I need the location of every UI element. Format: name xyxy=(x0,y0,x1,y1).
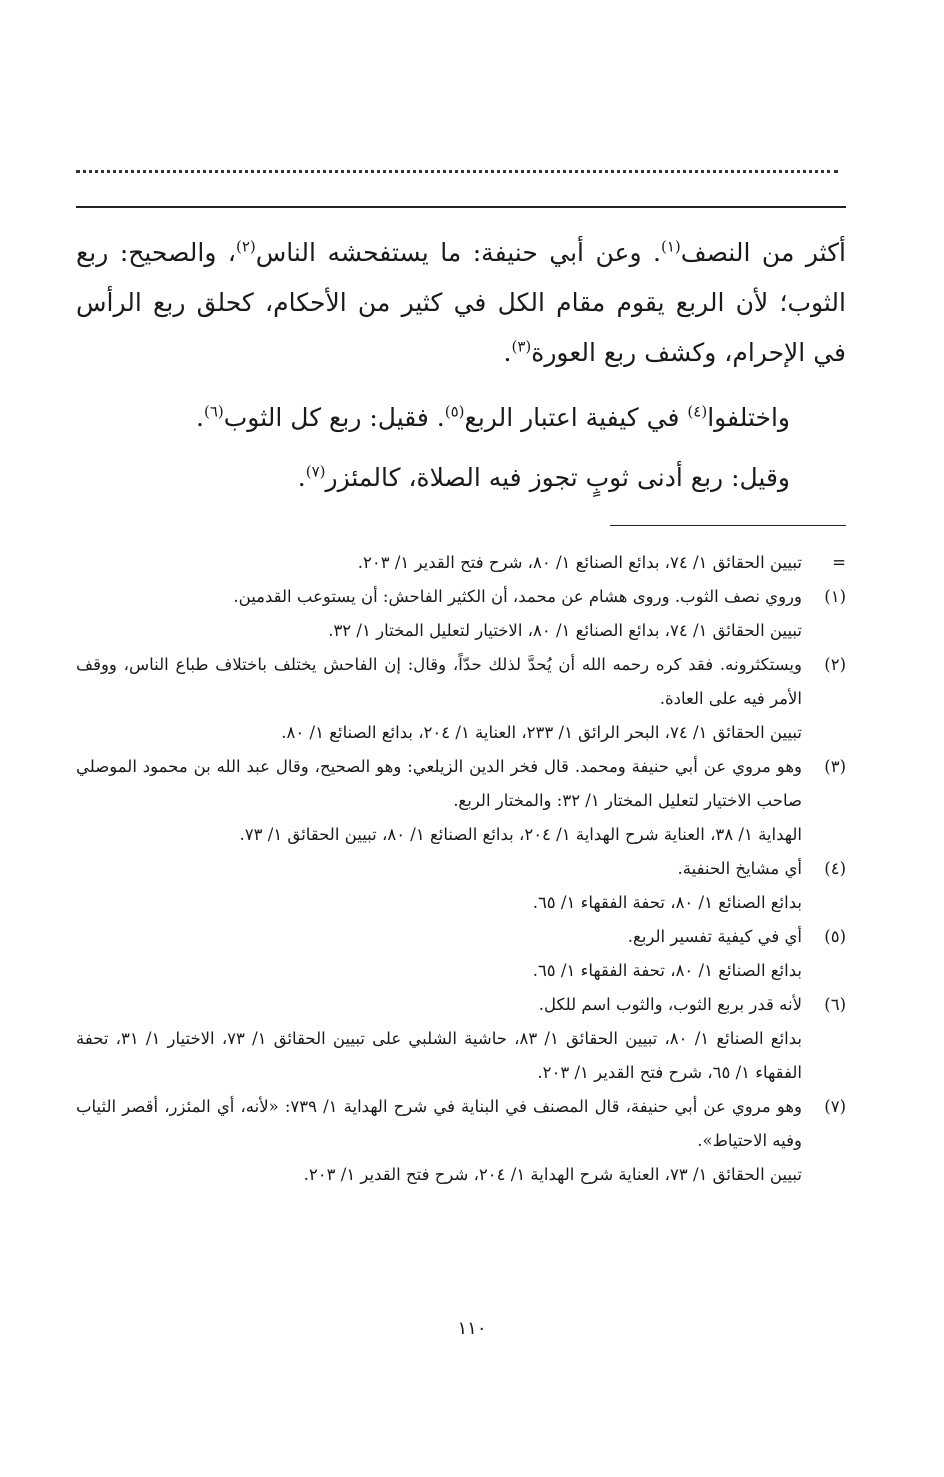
footnote-ref[interactable]: (٧) xyxy=(305,462,326,481)
text-run: . فقيل: ربع كل الثوب xyxy=(223,403,445,432)
footnote-number: (٣) xyxy=(824,757,846,776)
paragraph-2 xyxy=(76,390,846,446)
footnote-source: تبيين الحقائق ١/ ٧٤، البحر الرائق ١/ ٢٣٣، العناية ١/ ٢٠٤، بدائع الصنائع ١/ ٨٠. xyxy=(281,723,802,742)
header-dotted-line xyxy=(76,170,838,173)
footnote-number: (١) xyxy=(824,587,846,606)
text-run: . وعن أبي حنيفة: ما يستفحشه الناس xyxy=(255,238,661,267)
paragraph-1 xyxy=(76,228,846,378)
footnote-number: (٢) xyxy=(824,655,846,674)
footnote-text: أي مشايخ الحنفية. xyxy=(677,859,802,878)
main-text xyxy=(76,228,846,506)
footnote-2 xyxy=(76,648,846,750)
footnotes xyxy=(76,546,846,1192)
footnote-number: (٥) xyxy=(824,927,846,946)
text-run: أكثر من النصف xyxy=(680,238,847,267)
footnote-source: بدائع الصنائع ١/ ٨٠، تحفة الفقهاء ١/ ٦٥. xyxy=(532,893,802,912)
footnote-source: تبيين الحقائق ١/ ٧٣، العناية شرح الهداية ١/ ٢٠٤، شرح فتح القدير ١/ ٢٠٣. xyxy=(303,1165,802,1184)
footnote-text: وروي نصف الثوب. وروى هشام عن محمد، أن الكثير الفاحش: أن يستوعب القدمين. xyxy=(233,587,802,606)
footnote-7 xyxy=(76,1090,846,1192)
footnote-separator xyxy=(610,525,846,526)
footnote-text: وهو مروي عن أبي حنيفة ومحمد. قال فخر الدين الزيلعي: وهو الصحيح، وقال عبد الله بن محمود الموصلي صاحب الاختيار لتعليل المختار ١/ ٣٢: والمختار الربع. xyxy=(76,757,802,810)
footnote-text: أي في كيفية تفسير الربع. xyxy=(627,927,802,946)
footnote-source: الهداية ١/ ٣٨، العناية شرح الهداية ١/ ٢٠٤، بدائع الصنائع ١/ ٨٠، تبيين الحقائق ١/ ٧٣. xyxy=(239,825,802,844)
text-run: في كيفية اعتبار الربع xyxy=(464,403,688,432)
page-number: ١١٠ xyxy=(457,1318,487,1339)
text-run: وقيل: ربع أدنى ثوبٍ تجوز فيه الصلاة، كالمئزر xyxy=(325,463,790,492)
footnote-source: بدائع الصنائع ١/ ٨٠، تبيين الحقائق ١/ ٨٣، حاشية الشلبي على تبيين الحقائق ١/ ٧٣، الاختيار ١/ ٣١، تحفة الفقهاء ١/ ٦٥، شرح فتح القدير ١/ ٢٠٣. xyxy=(76,1029,803,1082)
footnote-source: بدائع الصنائع ١/ ٨٠، تحفة الفقهاء ١/ ٦٥. xyxy=(532,961,802,980)
footnote-number: (٦) xyxy=(824,995,846,1014)
text-run: . xyxy=(503,338,512,367)
footnote-source: تبيين الحقائق ١/ ٧٤، بدائع الصنائع ١/ ٨٠، شرح فتح القدير ١/ ٢٠٣. xyxy=(357,553,802,572)
footnote-text: لأنه قدر بربع الثوب، والثوب اسم للكل. xyxy=(538,995,802,1014)
footnote-continued xyxy=(76,546,846,580)
text-run: واختلفوا xyxy=(707,403,790,432)
footnote-1 xyxy=(76,580,846,648)
footnote-number: = xyxy=(832,553,846,572)
footnote-ref[interactable]: (١) xyxy=(660,237,681,256)
header-rule xyxy=(76,206,846,208)
text-run: ، والصحيح: ربع الثوب؛ لأن الربع يقوم مقام الكل في كثير من الأحكام، كحلق ربع الرأس في الإحرام، وكشف ربع العورة xyxy=(76,238,846,367)
footnote-ref[interactable]: (٥) xyxy=(444,402,465,421)
footnote-ref[interactable]: (٢) xyxy=(235,237,256,256)
footnote-ref[interactable]: (٤) xyxy=(687,402,708,421)
footnote-3 xyxy=(76,750,846,852)
footnote-text: ويستكثرونه. فقد كره رحمه الله أن يُحدَّ لذلك حدّاً، وقال: إن الفاحش يختلف باختلاف طباع الناس، ووقف الأمر فيه على العادة. xyxy=(76,655,802,708)
footnote-source: تبيين الحقائق ١/ ٧٤، بدائع الصنائع ١/ ٨٠، الاختيار لتعليل المختار ١/ ٣٢. xyxy=(328,621,802,640)
footnote-5 xyxy=(76,920,846,988)
footnote-text: وهو مروي عن أبي حنيفة، قال المصنف في البناية في شرح الهداية ١/ ٧٣٩: «لأنه، أي المئزر، أقصر الثياب وفيه الاحتياط». xyxy=(76,1097,803,1150)
text-run: . xyxy=(196,403,204,432)
footnote-ref[interactable]: (٣) xyxy=(511,337,532,356)
footnote-ref[interactable]: (٦) xyxy=(203,402,224,421)
paragraph-3 xyxy=(76,450,846,506)
footnote-number: (٤) xyxy=(824,859,846,878)
footnote-number: (٧) xyxy=(824,1097,846,1116)
footnote-6 xyxy=(76,988,846,1090)
text-run: . xyxy=(297,463,306,492)
footnote-4 xyxy=(76,852,846,920)
